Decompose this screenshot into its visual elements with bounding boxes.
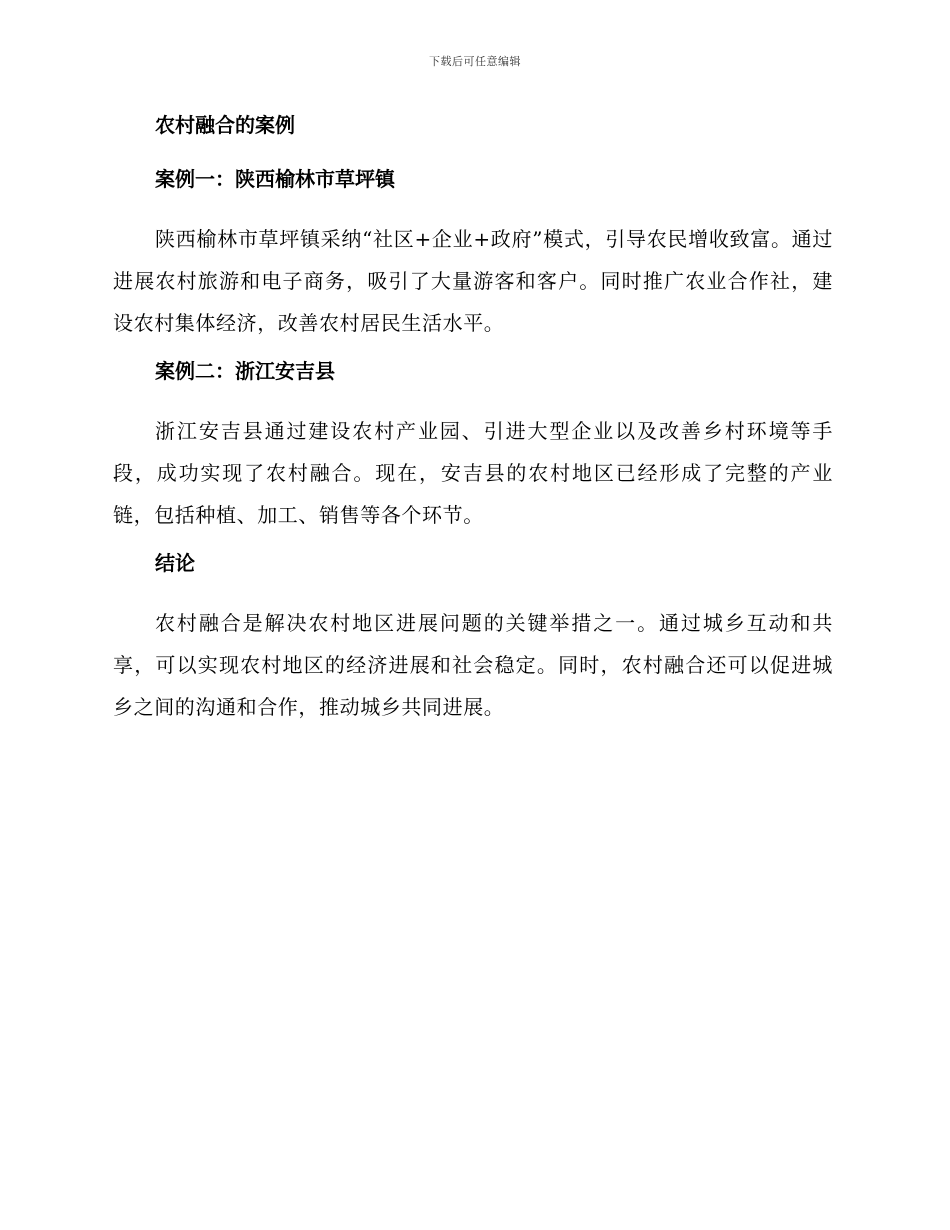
document-content <box>113 110 833 740</box>
conclusion-body: 农村融合是解决农村地区进展问题的关键举措之一。通过城乡互动和共享，可以实现农村地区的经济进展和社会稳定。同时，农村融合还可以促进城乡之间的沟通和合作，推动城乡共同进展。 <box>113 611 833 719</box>
case2-body: 浙江安吉县通过建设农村产业园、引进大型企业以及改善乡村环境等手段，成功实现了农村融合。现在，安吉县的农村地区已经形成了完整的产业链，包括种植、加工、销售等各个环节。 <box>113 419 833 527</box>
document-title: 农村融合的案例 <box>155 113 295 137</box>
case1-body: 陕西榆林市草坪镇采纳“社区+企业+政府”模式，引导农民增收致富。通过进展农村旅游和电子商务，吸引了大量游客和客户。同时推广农业合作社，建设农村集体经济，改善农村居民生活水平。 <box>113 227 833 335</box>
case2-heading: 案例二：浙江安吉县 <box>155 359 335 383</box>
case1-heading: 案例一：陕西榆林市草坪镇 <box>155 167 395 191</box>
conclusion-heading: 结论 <box>155 551 195 575</box>
header-note: 下载后可任意编辑 <box>429 55 521 68</box>
